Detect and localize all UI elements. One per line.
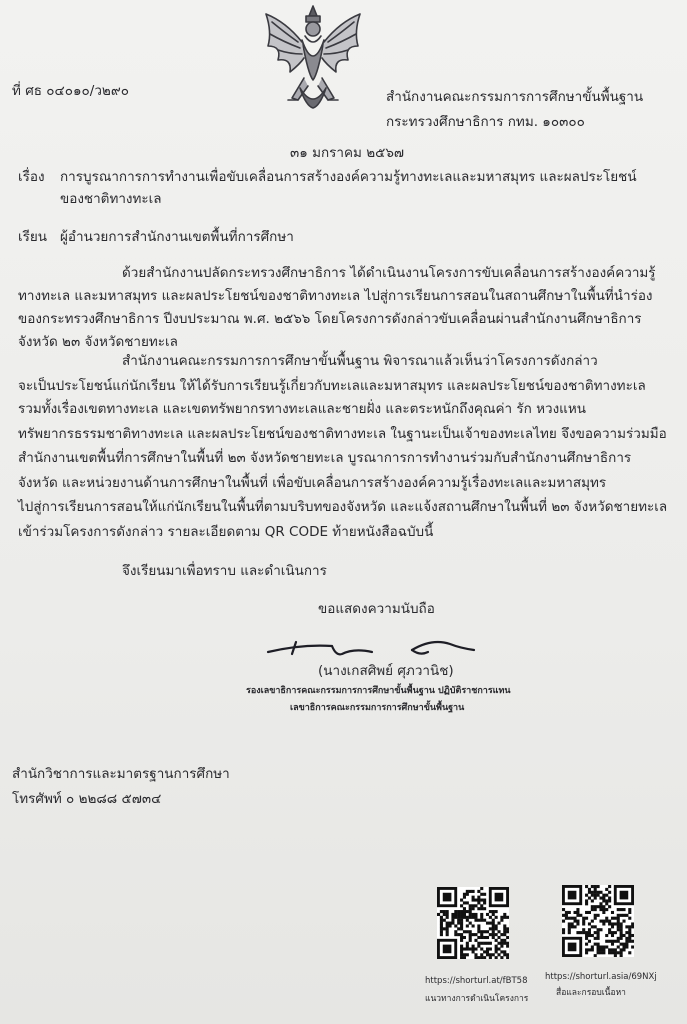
qr-caption: สื่อและกรอบเนื้อหา <box>556 988 626 998</box>
issuing-unit: สำนักวิชาการและมาตรฐานการศึกษา <box>12 766 230 782</box>
recipient-label: เรียน <box>18 229 48 245</box>
garuda-emblem-icon <box>258 2 368 114</box>
paragraph-2-line: จังหวัด และหน่วยงานด้านการศึกษาในพื้นที่ เพื่อขับเคลื่อนการสร้างองค์ความรู้เรื่องทะเลและมหาสมุทร <box>18 475 607 491</box>
paragraph-2-line: เข้าร่วมโครงการดังกล่าว รายละเอียดตาม QR CODE ท้ายหนังสือฉบับนี้ <box>18 524 434 540</box>
qr-code-icon[interactable] <box>562 885 634 957</box>
paragraph-2-line: สำนักงานคณะกรรมการการศึกษาขั้นพื้นฐาน พิจารณาแล้วเห็นว่าโครงการดังกล่าว <box>122 353 598 369</box>
reference-number: ที่ ศธ ๐๔๐๑๐/ว๒๙๐ <box>12 83 129 99</box>
closing-request: จึงเรียนมาเพื่อทราบ และดำเนินการ <box>122 563 327 579</box>
office-address: กระทรวงศึกษาธิการ กทม. ๑๐๓๐๐ <box>386 114 585 130</box>
subject-line-2: ของชาติทางทะเล <box>60 191 162 207</box>
paragraph-2-line: สำนักงานเขตพื้นที่การศึกษาในพื้นที่ ๒๓ จังหวัดชายทะเล บูรณาการการทำงานร่วมกับสำนักงานศึกษาธิการ <box>18 450 632 466</box>
qr-link-url[interactable]: https://shorturl.asia/69NXj <box>545 972 657 982</box>
subject-label: เรื่อง <box>18 169 45 185</box>
paragraph-2-line: ทรัพยากรธรรมชาติทางทะเล และผลประโยชน์ของชาติทางทะเล ในฐานะเป็นเจ้าของทะเลไทย จึงขอความร่วมมือ <box>18 426 667 442</box>
signatory-title-line-2: เลขาธิการคณะกรรมการการศึกษาขั้นพื้นฐาน <box>290 703 465 713</box>
closing-salutation: ขอแสดงความนับถือ <box>318 601 435 617</box>
signatory-title-line-1: รองเลขาธิการคณะกรรมการการศึกษาขั้นพื้นฐาน ปฏิบัติราชการแทน <box>246 686 511 696</box>
letter-date: ๓๑ มกราคม ๒๕๖๗ <box>290 145 405 161</box>
qr-code-icon[interactable] <box>437 887 509 959</box>
paragraph-2-line: จะเป็นประโยชน์แก่นักเรียน ให้ได้รับการเรียนรู้เกี่ยวกับทะเลและมหาสมุทร และผลประโยชน์ของชาติทางทะเล <box>18 378 646 394</box>
qr-caption: แนวทางการดำเนินโครงการ <box>425 994 529 1004</box>
subject-line-1: การบูรณาการการทำงานเพื่อขับเคลื่อนการสร้างองค์ความรู้ทางทะเลและมหาสมุทร และผลประโยชน์ <box>60 169 637 185</box>
recipient-value: ผู้อำนวยการสำนักงานเขตพื้นที่การศึกษา <box>60 229 294 245</box>
issuing-office: สำนักงานคณะกรรมการการศึกษาขั้นพื้นฐาน <box>386 89 644 105</box>
signatory-name: (นางเกสศิพย์ ศุภวานิช) <box>318 663 454 679</box>
paragraph-1-line: จังหวัด ๒๓ จังหวัดชายทะเล <box>18 334 178 350</box>
qr-link-url[interactable]: https://shorturl.at/fBT58 <box>425 976 528 986</box>
paragraph-1-line: ด้วยสำนักงานปลัดกระทรวงศึกษาธิการ ได้ดำเนินงานโครงการขับเคลื่อนการสร้างองค์ความรู้ <box>122 265 656 281</box>
paragraph-2-line: ไปสู่การเรียนการสอนให้แก่นักเรียนในพื้นที่ตามบริบทของจังหวัด และแจ้งสถานศึกษาในพื้นที่ ๒๓ จังหวัดชายทะเล <box>18 499 668 515</box>
contact-phone: โทรศัพท์ ๐ ๒๒๘๘ ๕๗๓๔ <box>12 791 162 807</box>
paragraph-1-line: ของกระทรวงศึกษาธิการ ปีงบประมาณ พ.ศ. ๒๕๖๖ โดยโครงการดังกล่าวขับเคลื่อนผ่านสำนักงานศึกษาธิการ <box>18 311 642 327</box>
paragraph-2-line: รวมทั้งเรื่องเขตทางทะเล และเขตทรัพยากรทางทะเลและชายฝั่ง และตระหนักถึงคุณค่า รัก หวงแหน <box>18 401 587 417</box>
paragraph-1-line: ทางทะเล และมหาสมุทร และผลประโยชน์ของชาติทางทะเล ไปสู่การเรียนการสอนในสถานศึกษาในพื้นที่นำร่อง <box>18 288 653 304</box>
